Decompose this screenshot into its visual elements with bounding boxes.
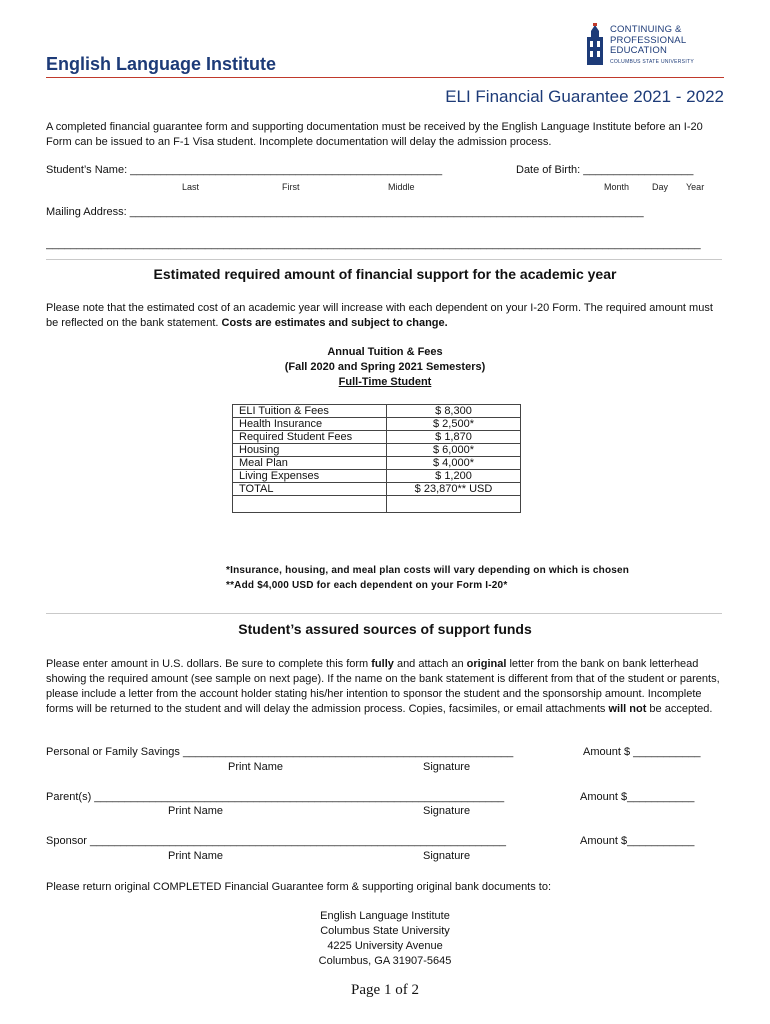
table-row xyxy=(233,470,521,483)
table-row xyxy=(233,457,521,470)
address-line: English Language Institute xyxy=(320,910,450,922)
sponsor-line[interactable]: Sponsor ____________________________________________________________________ xyxy=(46,835,507,847)
table-row xyxy=(233,418,521,431)
fee-amount: $ 6,000* xyxy=(387,444,521,457)
name-part-first: First xyxy=(282,182,300,192)
table-row xyxy=(233,496,521,513)
support-instructions xyxy=(46,657,726,717)
table-row xyxy=(233,431,521,444)
section-heading-support: Student’s assured sources of support funds xyxy=(238,621,532,637)
tower-icon xyxy=(584,23,606,67)
logo-subtitle: COLUMBUS STATE UNIVERSITY xyxy=(610,59,694,65)
print-name-caption: Print Name xyxy=(168,805,224,817)
student-name-line[interactable]: Student’s Name: ___________________________________________________ xyxy=(46,164,443,176)
fee-label: Health Insurance xyxy=(233,418,387,431)
name-part-middle: Middle xyxy=(388,182,415,192)
section-divider xyxy=(46,613,722,614)
dob-part-month: Month xyxy=(604,182,630,192)
signature-caption: Signature xyxy=(423,850,471,862)
signature-caption: Signature xyxy=(423,805,471,817)
form-title: ELI Financial Guarantee 2021 - 2022 xyxy=(445,87,724,106)
text-span: letter from the bank on bank letterhead showing the required amount (see sample on next page). If the name on the bank statement is different from that of the student or parents, please include a letter from the account holder stating his/her intention to sponsor the student and the sponsorship amount. Incomplete forms will be returned to the student and will delay the admission process. Copies, facsimiles, or email attachments xyxy=(46,658,720,715)
cpe-logo xyxy=(584,23,704,71)
fee-label: Housing xyxy=(233,444,387,457)
dob-part-year: Year xyxy=(686,182,705,192)
fee-amount: $ 4,000* xyxy=(387,457,521,470)
name-part-last: Last xyxy=(182,182,200,192)
address-line: Columbus State University xyxy=(320,925,450,937)
table-student-type: Full-Time Student xyxy=(338,376,432,388)
section-heading-estimated: Estimated required amount of financial support for the academic year xyxy=(153,266,617,282)
institute-title: English Language Institute xyxy=(46,54,277,74)
sponsor-amount[interactable]: Amount $___________ xyxy=(580,835,695,847)
print-name-caption: Print Name xyxy=(228,761,284,773)
fee-label: TOTAL xyxy=(233,483,387,496)
fee-label: ELI Tuition & Fees xyxy=(233,405,387,418)
savings-amount[interactable]: Amount $ ___________ xyxy=(583,746,701,758)
logo-text xyxy=(610,25,686,57)
signature-caption: Signature xyxy=(423,761,471,773)
fee-amount: $ 2,500* xyxy=(387,418,521,431)
text-span: Please enter amount in U.S. dollars. Be sure to complete this form xyxy=(46,658,372,670)
text-span: and attach an xyxy=(393,658,467,670)
bold-span: will not xyxy=(608,703,647,715)
logo-line: EDUCATION xyxy=(610,45,668,56)
print-name-caption: Print Name xyxy=(168,850,224,862)
header-rule xyxy=(46,77,724,78)
table-row xyxy=(233,444,521,457)
intro-paragraph: A completed financial guarantee form and supporting documentation must be received by the English Language Institute before an I-20 Form can be issued to an F-1 Visa student. Incomplete documentation will delay the admission process. xyxy=(46,121,703,148)
fee-label: Meal Plan xyxy=(233,457,387,470)
fee-amount: $ 23,870** USD xyxy=(387,483,521,496)
logo-line: PROFESSIONAL xyxy=(610,34,687,46)
fee-amount: $ 1,870 xyxy=(387,431,521,444)
footnote-dependent: **Add $4,000 USD for each dependent on your Form I-20* xyxy=(226,580,508,591)
bold-span: original xyxy=(466,658,507,670)
table-row xyxy=(233,405,521,418)
cost-note-bold: Costs are estimates and subject to change. xyxy=(221,317,448,329)
savings-line[interactable]: Personal or Family Savings ______________________________________________________ xyxy=(46,746,514,758)
address-line: Columbus, GA 31907-5645 xyxy=(318,955,452,967)
table-title: Annual Tuition & Fees xyxy=(327,346,443,358)
parents-amount[interactable]: Amount $___________ xyxy=(580,791,695,803)
address-line: 4225 University Avenue xyxy=(327,940,443,952)
return-instruction: Please return original COMPLETED Financial Guarantee form & supporting original bank documents to: xyxy=(46,881,552,893)
bold-span: fully xyxy=(371,658,394,670)
section-divider xyxy=(46,259,722,260)
date-of-birth-line[interactable]: Date of Birth: __________________ xyxy=(516,164,694,176)
fee-amount: $ 8,300 xyxy=(387,405,521,418)
fees-table xyxy=(232,404,521,513)
text-span: be accepted. xyxy=(646,703,713,715)
fee-amount xyxy=(387,496,521,513)
cost-note-text: Please note that the estimated cost of an academic year will increase with each dependent on your I-20 Form. The required amount must be reflected on the bank statement. xyxy=(46,302,713,329)
cost-note xyxy=(46,301,726,331)
table-row xyxy=(233,483,521,496)
table-subtitle: (Fall 2020 and Spring 2021 Semesters) xyxy=(284,361,486,373)
page-number: Page 1 of 2 xyxy=(351,982,419,998)
mailing-address-line[interactable]: Mailing Address: ____________________________________________________________________________________ xyxy=(46,206,644,218)
fee-label: Living Expenses xyxy=(233,470,387,483)
footnote-insurance: *Insurance, housing, and meal plan costs will vary depending on which is chosen xyxy=(226,565,630,576)
dob-part-day: Day xyxy=(652,182,669,192)
mailing-address-line-2[interactable]: ___________________________________________________________________________________________________________ xyxy=(46,238,701,250)
logo-line: CONTINUING & xyxy=(610,24,682,35)
fee-label: Required Student Fees xyxy=(233,431,387,444)
fee-amount: $ 1,200 xyxy=(387,470,521,483)
parents-line[interactable]: Parent(s) ___________________________________________________________________ xyxy=(46,791,505,803)
fee-label xyxy=(233,496,387,513)
